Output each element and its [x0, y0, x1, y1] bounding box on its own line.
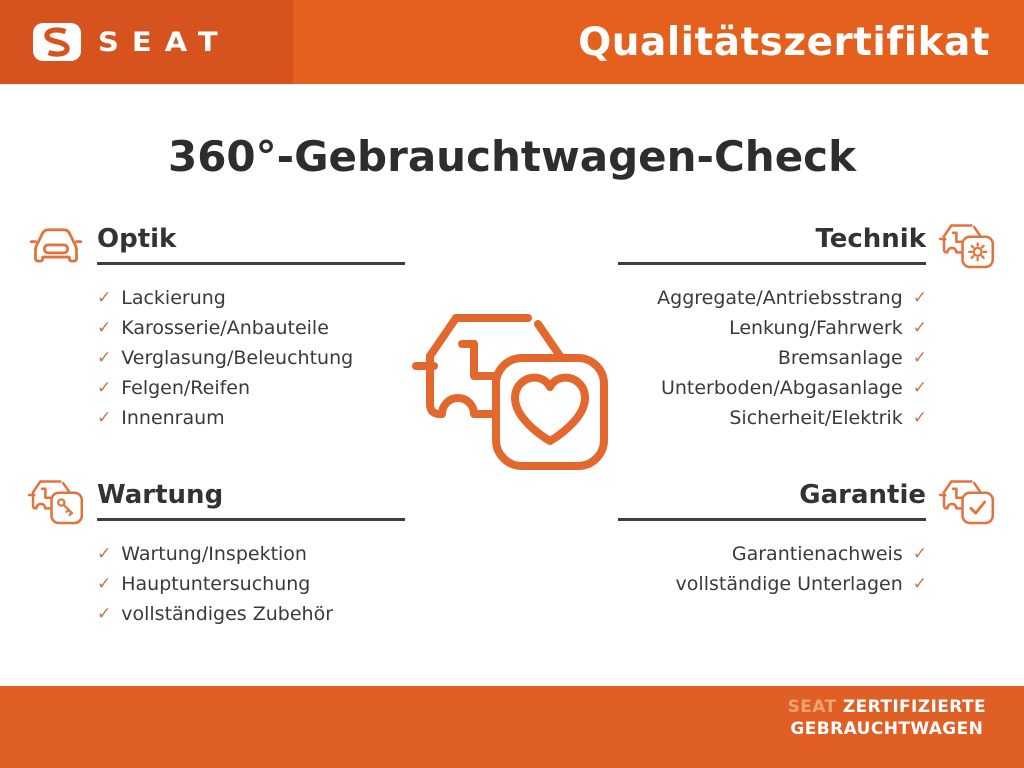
check-item-label: Aggregate/Antriebsstrang — [657, 287, 903, 309]
check-icon: ✓ — [97, 543, 112, 564]
check-item — [618, 283, 927, 313]
garantie-checklist — [618, 526, 995, 599]
section-wartung — [28, 474, 405, 629]
check-item-label: Karosserie/Anbauteile — [121, 317, 329, 339]
check-item-label: Wartung/Inspektion — [121, 543, 307, 565]
check-item — [97, 313, 405, 343]
section-wartung-header — [28, 474, 405, 526]
car-check-icon — [939, 474, 995, 526]
footer-line-2: GEBRAUCHTWAGEN — [790, 718, 984, 739]
section-garantie-header — [618, 474, 995, 526]
check-item — [618, 569, 927, 599]
check-icon: ✓ — [912, 377, 927, 398]
section-technik-header — [618, 218, 995, 270]
section-wartung-title: Wartung — [97, 480, 224, 511]
check-item — [97, 539, 405, 569]
check-icon: ✓ — [912, 543, 927, 564]
check-icon: ✓ — [97, 603, 112, 624]
check-item — [97, 373, 405, 403]
technik-checklist — [618, 270, 995, 433]
check-item-label: Sicherheit/Elektrik — [729, 407, 903, 429]
check-icon: ✓ — [912, 347, 927, 368]
check-item-label: vollständiges Zubehör — [121, 603, 334, 625]
page-title-rest: -Gebrauchtwagen-Check — [276, 132, 857, 181]
check-item — [618, 313, 927, 343]
section-optik-title: Optik — [97, 224, 177, 255]
check-icon: ✓ — [97, 347, 112, 368]
footer-zertifizierte-label: ZERTIFIZIERTE — [842, 697, 986, 717]
check-icon: ✓ — [97, 377, 112, 398]
check-item-label: Lackierung — [121, 287, 226, 309]
section-technik-titlewrap — [618, 223, 926, 265]
divider — [618, 518, 926, 521]
section-optik-titlewrap — [97, 223, 405, 265]
section-garantie-title: Garantie — [799, 480, 926, 511]
car-heart-icon — [412, 296, 612, 472]
section-optik-header — [28, 218, 405, 270]
check-item-label: Unterboden/Abgasanlage — [660, 377, 903, 399]
seat-wordmark: SEAT — [98, 25, 231, 58]
check-item — [618, 373, 927, 403]
check-item — [618, 403, 927, 433]
seat-logo-icon — [32, 22, 82, 62]
page-title-number: 360° — [167, 132, 277, 181]
car-front-icon — [28, 218, 84, 270]
bottom-brand-band — [0, 686, 1024, 768]
header-title: Qualitätszertifikat — [578, 19, 990, 65]
wartung-checklist — [28, 539, 405, 629]
check-icon: ✓ — [912, 573, 927, 594]
check-item-label: Innenraum — [121, 407, 225, 429]
optik-checklist — [28, 283, 405, 433]
check-item — [97, 283, 405, 313]
check-item — [97, 599, 405, 629]
section-garantie — [618, 474, 995, 599]
section-wartung-titlewrap — [97, 479, 405, 521]
check-item — [618, 343, 927, 373]
page-title — [0, 132, 1024, 182]
check-icon: ✓ — [97, 573, 112, 594]
check-icon: ✓ — [97, 407, 112, 428]
check-item-label: Bremsanlage — [777, 347, 903, 369]
footer-line-1 — [788, 697, 986, 719]
divider — [97, 518, 405, 521]
brand-area — [0, 0, 293, 84]
check-item-label: Lenkung/Fahrwerk — [729, 317, 903, 339]
check-icon: ✓ — [912, 407, 927, 428]
car-gear-icon — [939, 218, 995, 270]
section-technik-title: Technik — [815, 224, 926, 255]
check-item — [618, 539, 927, 569]
check-icon: ✓ — [97, 287, 112, 308]
footer-brand-text — [788, 697, 986, 741]
check-item-label: Garantienachweis — [731, 543, 903, 565]
section-optik — [28, 218, 405, 433]
header-title-area — [293, 0, 1024, 84]
check-item-label: Verglasung/Beleuchtung — [121, 347, 354, 369]
divider — [97, 262, 405, 265]
top-header-bar — [0, 0, 1024, 84]
check-item-label: Felgen/Reifen — [121, 377, 251, 399]
car-key-icon — [28, 474, 84, 526]
check-item — [97, 343, 405, 373]
footer-seat-label: SEAT — [787, 697, 837, 717]
divider — [618, 262, 926, 265]
check-icon: ✓ — [912, 287, 927, 308]
section-garantie-titlewrap — [618, 479, 926, 521]
check-item — [97, 403, 405, 433]
section-technik — [618, 218, 995, 433]
check-item-label: Hauptuntersuchung — [121, 573, 311, 595]
check-icon: ✓ — [912, 317, 927, 338]
check-item-label: vollständige Unterlagen — [675, 573, 903, 595]
check-icon: ✓ — [97, 317, 112, 338]
check-item — [97, 569, 405, 599]
